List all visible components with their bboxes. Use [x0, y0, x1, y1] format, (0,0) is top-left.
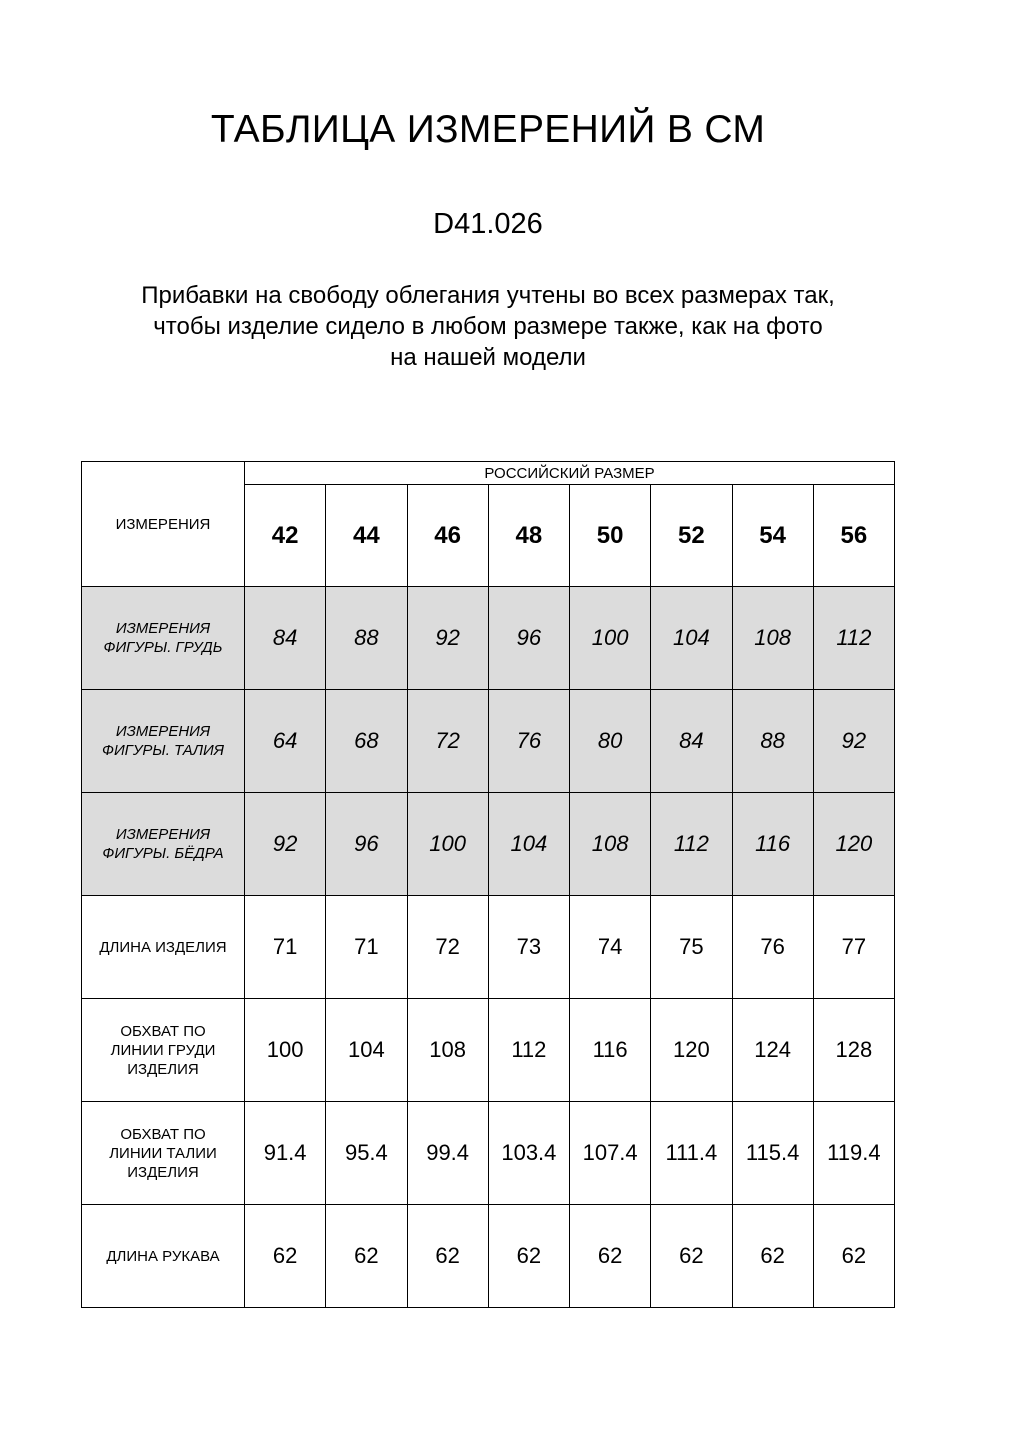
table-cell: 119.4: [813, 1102, 894, 1205]
row-label-line: ФИГУРЫ. ГРУДЬ: [103, 639, 223, 656]
table-cell: 92: [245, 793, 326, 896]
table-row: [82, 1205, 895, 1308]
table-cell: 99.4: [407, 1102, 488, 1205]
row-label: [82, 587, 245, 690]
table-cell: 73: [488, 896, 569, 999]
table-cell: 68: [326, 690, 407, 793]
table-cell: 120: [651, 999, 732, 1102]
table-cell: 120: [813, 793, 894, 896]
table-cell: 88: [732, 690, 813, 793]
table-cell: 115.4: [732, 1102, 813, 1205]
table-cell: 108: [570, 793, 651, 896]
corner-label: ИЗМЕРЕНИЯ: [82, 462, 245, 587]
table-cell: 72: [407, 896, 488, 999]
table-cell: 62: [732, 1205, 813, 1308]
table-cell: 71: [245, 896, 326, 999]
table-row: [82, 896, 895, 999]
table-cell: 100: [570, 587, 651, 690]
size-header: 42: [245, 485, 326, 587]
table-cell: 103.4: [488, 1102, 569, 1205]
table-cell: 95.4: [326, 1102, 407, 1205]
table-cell: 64: [245, 690, 326, 793]
fit-note-line: чтобы изделие сидело в любом размере также, как на фото: [153, 313, 823, 340]
table-cell: 108: [732, 587, 813, 690]
row-label: [82, 793, 245, 896]
table-cell: 116: [570, 999, 651, 1102]
row-label-line: ИЗДЕЛИЯ: [127, 1163, 199, 1181]
size-table: [81, 461, 895, 1308]
size-header: 56: [813, 485, 894, 587]
row-label-line: ИЗМЕРЕНИЯ: [115, 723, 211, 740]
table-cell: 80: [570, 690, 651, 793]
table-cell: 76: [488, 690, 569, 793]
row-label-line: ИЗДЕЛИЯ: [127, 1060, 199, 1078]
row-label: [82, 896, 245, 999]
row-label: [82, 1205, 245, 1308]
table-cell: 91.4: [245, 1102, 326, 1205]
fit-note: [0, 280, 976, 373]
table-cell: 112: [813, 587, 894, 690]
row-label-line: ДЛИНА ИЗДЕЛИЯ: [99, 938, 227, 956]
table-row: [82, 587, 895, 690]
row-label: [82, 1102, 245, 1205]
fit-note-line: на нашей модели: [390, 344, 586, 371]
table-row: [82, 690, 895, 793]
row-label-line: ЛИНИИ ГРУДИ: [110, 1041, 216, 1059]
table-cell: 76: [732, 896, 813, 999]
row-label-line: ОБХВАТ ПО: [120, 1125, 206, 1143]
row-label: [82, 690, 245, 793]
size-header: 52: [651, 485, 732, 587]
row-label-line: ИЗМЕРЕНИЯ: [115, 826, 211, 843]
table-cell: 92: [813, 690, 894, 793]
row-label-line: ФИГУРЫ. БЁДРА: [102, 845, 224, 862]
table-row: [82, 1102, 895, 1205]
table-cell: 111.4: [651, 1102, 732, 1205]
product-code: D41.026: [433, 208, 543, 240]
row-label: [82, 999, 245, 1102]
table-row: [82, 793, 895, 896]
table-cell: 104: [488, 793, 569, 896]
size-header: 44: [326, 485, 407, 587]
table-cell: 100: [245, 999, 326, 1102]
row-label-line: ЛИНИИ ТАЛИИ: [109, 1144, 217, 1162]
fit-note-line: Прибавки на свободу облегания учтены во всех размерах так,: [141, 282, 835, 309]
table-cell: 84: [245, 587, 326, 690]
table-cell: 62: [326, 1205, 407, 1308]
table-cell: 96: [326, 793, 407, 896]
group-header: РОССИЙСКИЙ РАЗМЕР: [245, 462, 895, 485]
size-header: 54: [732, 485, 813, 587]
table-cell: 112: [651, 793, 732, 896]
table-cell: 88: [326, 587, 407, 690]
row-label-line: ИЗМЕРЕНИЯ: [115, 620, 211, 637]
table-cell: 96: [488, 587, 569, 690]
row-label-line: ДЛИНА РУКАВА: [106, 1247, 220, 1265]
table-cell: 62: [813, 1205, 894, 1308]
table-cell: 62: [245, 1205, 326, 1308]
row-label-line: ОБХВАТ ПО: [120, 1022, 206, 1040]
row-label-line: ФИГУРЫ. ТАЛИЯ: [102, 742, 224, 759]
table-cell: 124: [732, 999, 813, 1102]
table-row: [82, 999, 895, 1102]
table-cell: 74: [570, 896, 651, 999]
table-cell: 62: [407, 1205, 488, 1308]
table-cell: 128: [813, 999, 894, 1102]
page-title: ТАБЛИЦА ИЗМЕРЕНИЙ В СМ: [210, 108, 766, 151]
table-cell: 77: [813, 896, 894, 999]
size-header: 48: [488, 485, 569, 587]
table-cell: 62: [570, 1205, 651, 1308]
table-cell: 108: [407, 999, 488, 1102]
table-cell: 104: [651, 587, 732, 690]
table-cell: 62: [651, 1205, 732, 1308]
table-cell: 107.4: [570, 1102, 651, 1205]
table-cell: 72: [407, 690, 488, 793]
table-cell: 100: [407, 793, 488, 896]
table-cell: 116: [732, 793, 813, 896]
table-cell: 75: [651, 896, 732, 999]
table-cell: 92: [407, 587, 488, 690]
size-header: 46: [407, 485, 488, 587]
table-cell: 112: [488, 999, 569, 1102]
table-cell: 62: [488, 1205, 569, 1308]
size-header: 50: [570, 485, 651, 587]
table-cell: 71: [326, 896, 407, 999]
table-cell: 104: [326, 999, 407, 1102]
table-cell: 84: [651, 690, 732, 793]
